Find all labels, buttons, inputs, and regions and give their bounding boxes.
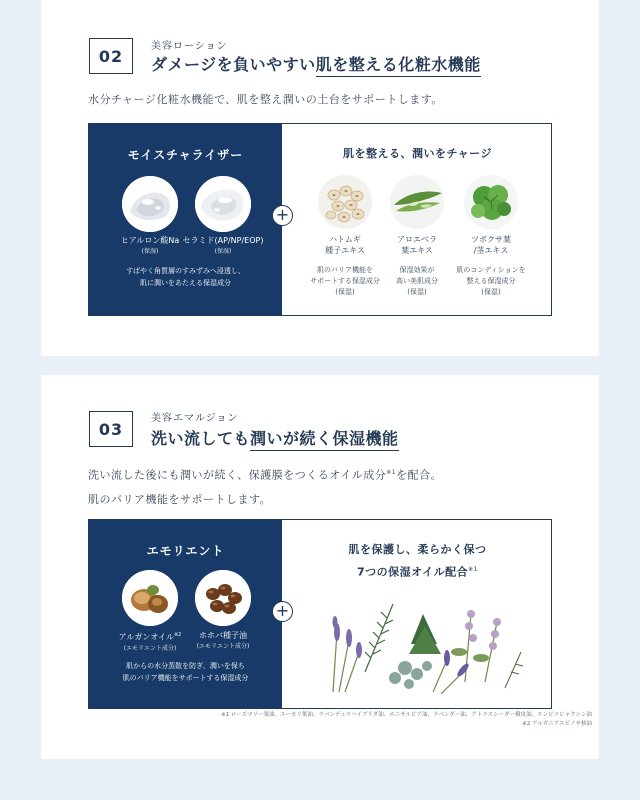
lead-footnote-mark: ※1 xyxy=(386,469,397,476)
description-line: 肌のバリア機能をサポートする保湿成分 xyxy=(122,674,249,682)
section-lead xyxy=(88,461,442,512)
ingredient-panel xyxy=(88,123,552,316)
herb-description xyxy=(446,265,536,298)
ingredient-title: アルガンオイル xyxy=(118,632,174,642)
ingredient-sub: (保湿) xyxy=(214,248,232,255)
headline-highlight: 潤いが続く保湿機能 xyxy=(250,429,399,451)
emollient-panel xyxy=(89,520,282,708)
footnote-line: ※2 アルガニアスピノサ核油 xyxy=(522,721,592,727)
ingredient-name xyxy=(173,630,273,652)
herb-desc-line: 高い美肌成分 xyxy=(396,277,438,285)
lead-text: 洗い流した後にも潤いが続く、保護膜をつくるオイル成分 xyxy=(88,468,387,482)
ceramide-gel-icon xyxy=(195,176,251,232)
herb-name-line: ツボクサ葉 xyxy=(471,235,511,244)
panel-title: モイスチャライザー xyxy=(127,148,244,162)
lead-line: 肌のバリア機能をサポートします。 xyxy=(88,492,272,506)
panel-title: エモリエント xyxy=(146,544,225,558)
herb-desc-line: 整える保湿成分 xyxy=(466,277,516,285)
panel-title xyxy=(282,540,553,583)
headline-highlight: 肌を整える化粧水機能 xyxy=(316,55,481,77)
herb-name-line: 葉エキス xyxy=(401,246,433,255)
section-number: 03 xyxy=(89,411,133,447)
section-headline xyxy=(151,426,399,449)
plus-icon: + xyxy=(272,205,293,226)
section-eyebrow: 美容ローション xyxy=(151,41,228,52)
panel-title-line xyxy=(282,560,553,583)
footnote xyxy=(221,711,592,729)
panel-description xyxy=(89,265,282,289)
centella-leaf-icon xyxy=(464,175,518,229)
herb-desc-line: (保湿) xyxy=(407,288,427,296)
footnote-line: ※1 ローズマリー葉油、ユーカリ葉油、ラバンデュラハイブリダ油、ホニサルビア油、ラベンダー油、アトラスシーダー樹皮油、エンピツビャクシン油 xyxy=(220,712,592,718)
panel-description xyxy=(89,660,282,684)
title-footnote-mark: ※1 xyxy=(468,566,478,573)
herb-name-line: 種子エキス xyxy=(325,246,365,255)
herb-desc-line: 保湿効果が xyxy=(399,266,435,274)
herb-desc-line: 肌のバリア機能を xyxy=(317,266,373,274)
description-line: すばやく角質層のすみずみへ浸透し、 xyxy=(126,267,245,275)
section-lotion xyxy=(41,0,599,356)
plus-icon: + xyxy=(272,601,293,622)
herb-desc-line: (保湿) xyxy=(481,288,501,296)
panel-title: 肌を整える、潤いをチャージ xyxy=(343,147,492,160)
lead-line xyxy=(88,461,442,488)
panel-title-text: 7つの保湿オイル配合 xyxy=(357,565,469,579)
section-number: 02 xyxy=(89,38,133,74)
ingredient-footnote-mark: ※2 xyxy=(173,632,182,638)
herb-desc-line: (保湿) xyxy=(335,288,355,296)
ingredient-sub: (エモリエント成分) xyxy=(123,644,177,652)
ingredient-title: ホホバ種子油 xyxy=(199,631,247,640)
section-headline xyxy=(151,52,481,75)
herbs-bundle-icon xyxy=(315,592,530,700)
ingredient-sub: (保湿) xyxy=(141,248,159,255)
section-eyebrow: 美容エマルジョン xyxy=(151,413,239,424)
ingredient-title: セラミド(AP/NP/EOP) xyxy=(182,236,264,245)
headline-part: ダメージを負いやすい xyxy=(151,55,316,74)
headline-part: 洗い流しても xyxy=(151,429,251,448)
herb-desc-line: 肌のコンディションを xyxy=(456,266,526,274)
ingredient-panel xyxy=(88,519,552,709)
ingredient-sub: (エモリエント成分) xyxy=(196,643,250,650)
lead-text: を配合。 xyxy=(396,468,443,482)
panel-title-line: 肌を保護し、柔らかく保つ xyxy=(348,543,487,556)
moisturizer-panel xyxy=(89,124,282,315)
description-line: 肌に潤いをあたえる保湿成分 xyxy=(140,279,231,287)
herb-name-line: /茎エキス xyxy=(473,246,509,255)
aloe-leaf-icon xyxy=(390,175,444,229)
ingredient-name xyxy=(173,235,273,257)
description-line: 肌からの水分蒸散を防ぎ、潤いを保ち xyxy=(126,662,245,670)
herb-name xyxy=(448,234,534,256)
argan-nut-icon xyxy=(122,570,178,626)
herb-name-line: ハトムギ xyxy=(329,235,361,244)
section-lead: 水分チャージ化粧水機能で、肌を整え潤いの土台をサポートします。 xyxy=(88,93,443,106)
herb-name-line: アロエベラ xyxy=(397,235,437,244)
herb-desc-line: サポートする保湿成分 xyxy=(310,277,380,285)
job-tears-seed-icon xyxy=(318,175,372,229)
ingredient-title: ヒアルロン酸Na xyxy=(120,236,180,245)
jojoba-seed-icon xyxy=(195,570,251,626)
hyaluronic-gel-icon xyxy=(122,176,178,232)
section-emulsion xyxy=(41,375,599,759)
